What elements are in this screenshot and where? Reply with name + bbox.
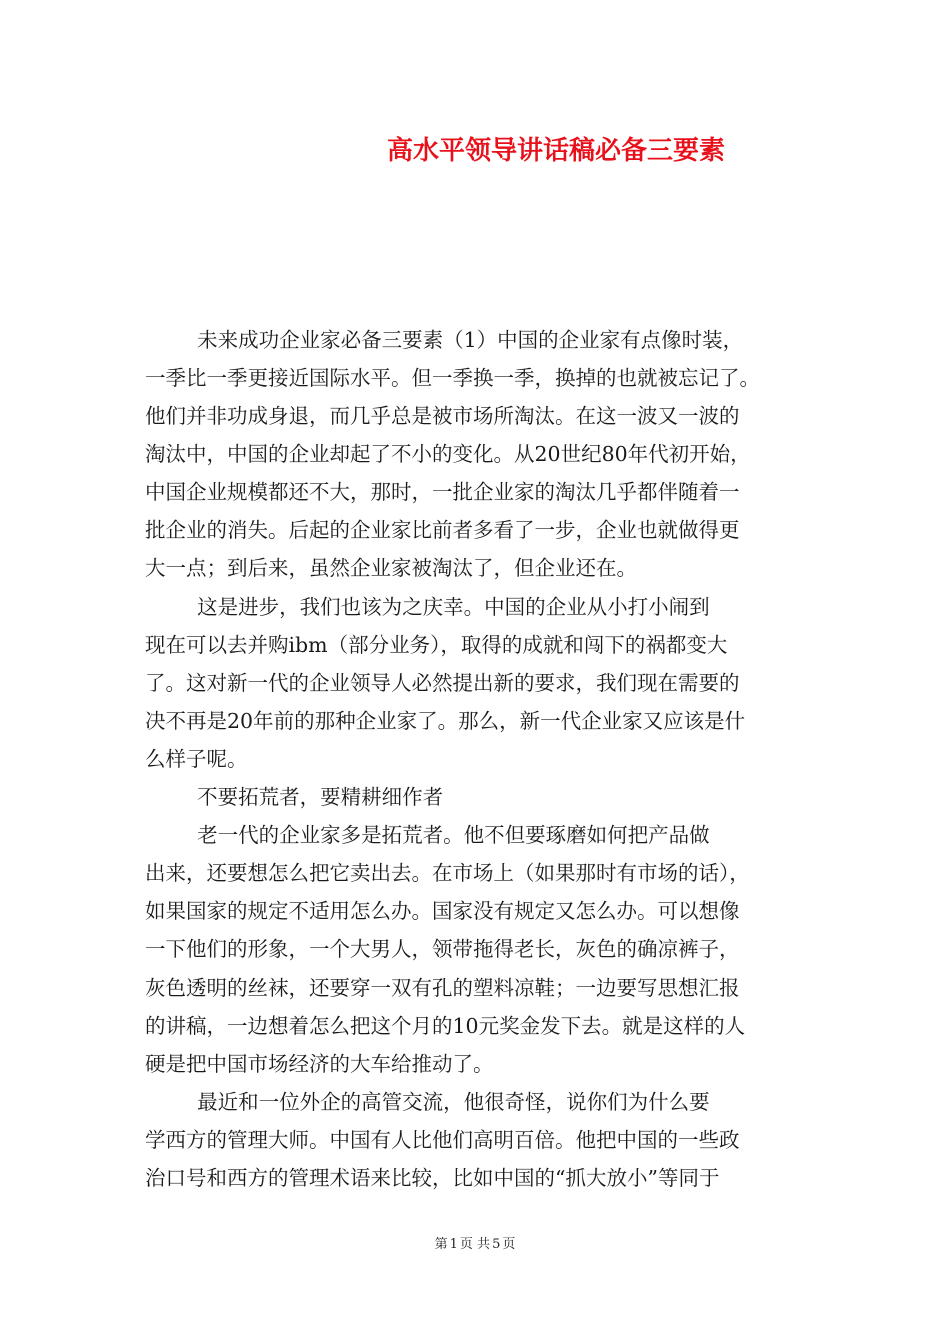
page-total: 5 xyxy=(492,1237,501,1252)
body-line: 中国企业规模都还不大，那时，一批企业家的淘汰几乎都伴随着一 xyxy=(145,480,740,504)
body-line: 淘汰中，中国的企业却起了不小的变化。从20世纪80年代初开始， xyxy=(145,442,751,466)
body-line: 大一点；到后来，虽然企业家被淘汰了，但企业还在。 xyxy=(145,556,637,580)
body-line: 他们并非功成身退，而几乎总是被市场所淘汰。在这一波又一波的 xyxy=(145,404,740,428)
body-line: 决不再是20年前的那种企业家了。那么，新一代企业家又应该是什 xyxy=(145,709,746,733)
page-current: 1 xyxy=(449,1237,458,1252)
body-line: 如果国家的规定不适用怎么办。国家没有规定又怎么办。可以想像 xyxy=(145,899,740,923)
page-footer xyxy=(0,1233,950,1252)
body-line: 硬是把中国市场经济的大车给推动了。 xyxy=(145,1052,494,1076)
body-line: 一季比一季更接近国际水平。但一季换一季，换掉的也就被忘记了。 xyxy=(145,366,760,390)
body-line: 灰色透明的丝袜，还要穿一双有孔的塑料凉鞋；一边要写思想汇报 xyxy=(145,976,740,1000)
page-prefix: 第 xyxy=(434,1237,448,1252)
body-line: 的讲稿，一边想着怎么把这个月的10元奖金发下去。就是这样的人 xyxy=(145,1014,746,1038)
body-line: 这是进步，我们也该为之庆幸。中国的企业从小打小闹到 xyxy=(145,595,710,619)
body-line: 么样子呢。 xyxy=(145,747,248,771)
document-title: 高水平领导讲话稿必备三要素 xyxy=(386,136,725,166)
page-mid: 页 共 xyxy=(459,1237,491,1252)
body-line: 出来，还要想怎么把它卖出去。在市场上（如果那时有市场的话）， xyxy=(145,861,750,885)
body-line: 最近和一位外企的高管交流，他很奇怪，说你们为什么要 xyxy=(145,1090,710,1114)
body-line: 批企业的消失。后起的企业家比前者多看了一步，企业也就做得更 xyxy=(145,518,740,542)
body-line: 了。这对新一代的企业领导人必然提出新的要求，我们现在需要的 xyxy=(145,671,740,695)
page-suffix: 页 xyxy=(502,1237,516,1252)
body-line: 治口号和西方的管理术语来比较，比如中国的“抓大放小”等同于 xyxy=(145,1166,720,1190)
body-line: 未来成功企业家必备三要素（1）中国的企业家有点像时装， xyxy=(145,328,744,352)
body-line: 不要拓荒者，要精耕细作者 xyxy=(145,785,444,809)
body-line: 一下他们的形象，一个大男人，领带拖得老长，灰色的确凉裤子， xyxy=(145,937,740,961)
body-line: 现在可以去并购ibm（部分业务），取得的成就和闯下的祸都变大 xyxy=(145,633,728,657)
body-line: 学西方的管理大师。中国有人比他们高明百倍。他把中国的一些政 xyxy=(145,1128,740,1152)
body-line: 老一代的企业家多是拓荒者。他不但要琢磨如何把产品做 xyxy=(145,823,710,847)
